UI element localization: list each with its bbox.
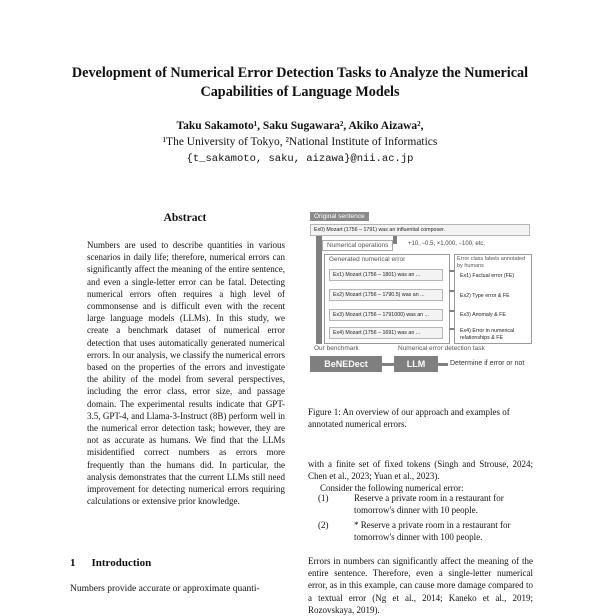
- paper-authors: Taku Sakamoto¹, Saku Sugawara², Akiko Aizawa²,: [176, 120, 424, 132]
- section-heading-introduction: [70, 557, 151, 569]
- error-class-label: Error class labels annotated by humans: [457, 256, 526, 269]
- paper-title: Development of Numerical Error Detection Tasks to Analyze the Numerical Capabilities of Language Models: [71, 65, 529, 100]
- error-class-1: Ex1) Factual error (FE): [457, 271, 527, 281]
- example-text: Reserve a private room in a restaurant for tomorrow's dinner with 10 people.: [354, 493, 504, 516]
- generated-errors-box: [324, 254, 450, 344]
- task-label: Numerical error detection task: [394, 344, 489, 353]
- flow-arrow-h4: [449, 328, 454, 330]
- example-text: * Reserve a private room in a restaurant for tomorrow's dinner with 100 people.: [354, 520, 511, 543]
- generated-example-2: Ex2) Mozart (1756 – 1790.5) was an ...: [329, 289, 443, 301]
- example-2: [308, 519, 533, 545]
- error-class-box: [454, 254, 532, 344]
- example-number: (2): [318, 520, 329, 530]
- right-paragraph-1: [308, 458, 533, 495]
- paper-affiliations: ¹The University of Tokyo, ²National Institute of Informatics: [162, 136, 438, 148]
- benchmark-label: Our benchmark: [310, 344, 363, 353]
- example-1: [308, 492, 533, 518]
- intro-text: Numbers provide accurate or approximate quanti-: [70, 584, 260, 594]
- error-class-2: Ex2) Type error & FE: [457, 291, 527, 301]
- generated-example-3: Ex3) Mozart (1756 – 1791000) was an ...: [329, 309, 443, 321]
- paper-emails: {t_sakamoto, saku, aizawa}@nii.ac.jp: [186, 153, 414, 165]
- abstract-heading: Abstract: [163, 212, 207, 224]
- benchmark-name: BeNEDect: [310, 356, 382, 372]
- flow-arrow-h3: [449, 310, 454, 312]
- example-number: (1): [318, 493, 329, 503]
- error-class-4: Ex4) Error in numerical relationships & FE: [457, 326, 529, 342]
- right-paragraph-1a: with a finite set of fixed tokens (Singh and Strouse, 2024; Chen et al., 2023; Yuan et al., 2023).: [308, 459, 533, 482]
- model-name: LLM: [394, 356, 438, 372]
- section-number: 1: [70, 557, 76, 569]
- output-text: Determine if error or not: [450, 360, 525, 367]
- flow-arrow-h1: [449, 270, 454, 272]
- flow-arrow-to-output: [438, 363, 448, 366]
- section-title: Introduction: [91, 557, 152, 569]
- figure-caption: Figure 1: An overview of our approach and examples of annotated numerical errors.: [308, 407, 510, 430]
- generated-example-1: Ex1) Mozart (1756 – 1801) was an ...: [329, 269, 443, 281]
- flow-arrow-to-llm: [382, 363, 394, 366]
- flow-arrow-down: [393, 236, 397, 244]
- right-paragraph-2: Errors in numbers can significantly affect the meaning of the entire sentence. Therefore, even a single-letter numerical error, as in this example, can cause more damage compared to a textual error (Ng et al., 2014; Kaneko et al., 2019; Rozovskaya, 2019).: [308, 556, 533, 615]
- flow-arrow-vertical: [316, 236, 322, 344]
- original-sentence-box: Ex0) Mozart (1756 – 1791) was an influential composer.: [310, 224, 530, 236]
- original-sentence-label: Original sentence: [310, 212, 369, 221]
- abstract-text: Numbers are used to describe quantities in various scenarios in daily life; therefore, numerical errors can significantly affect the meaning of the entire sentence, and even a single-letter error can be fatal. Detecting numerical errors often requires a high level of commonsense and is difficult even with the recent large language models (LLMs). In this study, we create a benchmark dataset of numerical error detection that uses automatically generated numerical errors. In our analysis, we classify the numerical errors based on the properties of the errors and investigate the ability of the model from several perspectives, including the error class, error size, and passage domain. The experimental results indicate that GPT-3.5, GPT-4, and Llama-3-Instruct (8B) perform well in the numerical error detection task; however, they are not as accurate as humans. We find that the LLMs misidentified correct numbers as errors more frequently than the humans did. In particular, the analysis demonstrates that the current LLMs still need improvement for detecting numerical errors requiring calculations or extensive prior knowledge.: [87, 240, 285, 507]
- generated-errors-label: Generated numerical error: [325, 255, 409, 264]
- overview-figure: [308, 210, 533, 390]
- right-paragraph-1b: Consider the following numerical error:: [320, 483, 464, 494]
- generated-example-4: Ex4) Mozart (1756 – 1691) was an ...: [329, 327, 443, 339]
- flow-arrow-h2: [449, 290, 454, 292]
- error-class-3: Ex3) Anomaly & FE: [457, 310, 527, 320]
- numerical-operations-label: Numerical operations: [322, 240, 393, 251]
- numerical-operations-text: +10, −0.5, ×1,000, −100, etc.: [408, 241, 486, 247]
